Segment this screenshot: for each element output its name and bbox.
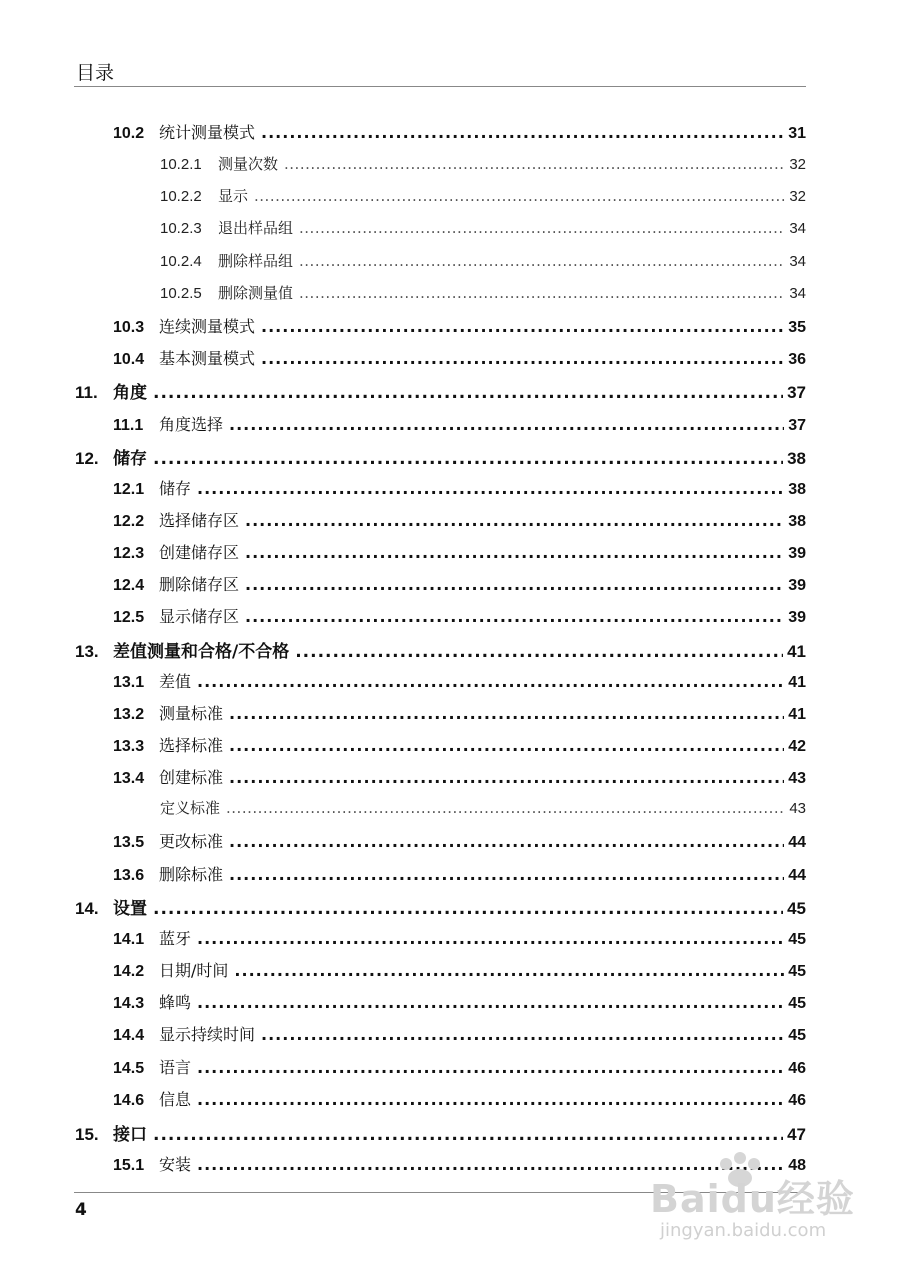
toc-entry[interactable] bbox=[0, 990, 806, 1013]
dot-leader bbox=[229, 865, 784, 884]
dot-leader bbox=[284, 155, 785, 173]
dot-leader bbox=[197, 1058, 784, 1077]
toc-entry-title: 删除储存区 bbox=[159, 575, 240, 594]
toc-entry-title: 安装 bbox=[159, 1155, 192, 1174]
dot-leader bbox=[226, 799, 785, 817]
toc-entry-title: 删除测量值 bbox=[218, 284, 294, 302]
toc-entry-title: 语言 bbox=[159, 1058, 192, 1077]
dot-leader bbox=[261, 349, 784, 368]
toc-entry-page: 45 bbox=[788, 931, 806, 948]
toc-entry-page: 39 bbox=[788, 609, 806, 626]
toc-entry-title: 统计测量模式 bbox=[159, 123, 256, 142]
toc-entry-title: 日期/时间 bbox=[159, 961, 229, 980]
dot-leader bbox=[197, 929, 784, 948]
toc-entry[interactable] bbox=[0, 733, 806, 756]
toc-entry-page: 38 bbox=[787, 449, 806, 468]
toc-entry[interactable] bbox=[0, 669, 806, 692]
dot-leader bbox=[153, 1125, 783, 1145]
toc-entry-page: 45 bbox=[788, 1027, 806, 1044]
toc-entry[interactable] bbox=[0, 346, 806, 369]
toc-entry-title: 选择储存区 bbox=[159, 511, 240, 530]
toc-entry[interactable] bbox=[0, 765, 806, 788]
toc-entry-number: 13. bbox=[75, 642, 99, 661]
toc-entry[interactable] bbox=[0, 637, 806, 662]
toc-entry-number: 10.2.3 bbox=[160, 220, 202, 237]
toc-entry-number: 14.3 bbox=[113, 995, 145, 1012]
toc-entry-page: 46 bbox=[788, 1092, 806, 1109]
toc-entry-title: 角度 bbox=[113, 383, 147, 403]
toc-entry-page: 32 bbox=[789, 156, 806, 173]
toc-entry-number: 13.5 bbox=[113, 834, 145, 851]
dot-leader bbox=[245, 543, 784, 562]
page-header-title: 目录 bbox=[76, 62, 115, 84]
toc-entry-title: 更改标准 bbox=[159, 832, 224, 851]
toc-entry[interactable] bbox=[0, 604, 806, 627]
dot-leader bbox=[245, 607, 784, 626]
dot-leader bbox=[153, 383, 783, 403]
toc-entry-title: 信息 bbox=[159, 1090, 192, 1109]
toc-entry-title: 测量标准 bbox=[159, 704, 224, 723]
toc-entry[interactable] bbox=[0, 444, 806, 469]
toc-entry-number: 10.4 bbox=[113, 351, 145, 368]
toc-entry-page: 45 bbox=[787, 899, 806, 918]
toc-entry-title: 储存 bbox=[113, 449, 147, 469]
dot-leader bbox=[254, 187, 785, 205]
toc-entry-page: 44 bbox=[788, 834, 806, 851]
toc-entry-number: 12.5 bbox=[113, 609, 145, 626]
toc-entry-number: 12.2 bbox=[113, 513, 145, 530]
toc-entry[interactable] bbox=[0, 1055, 806, 1078]
dot-leader bbox=[299, 284, 785, 302]
toc-entry-title: 基本测量模式 bbox=[159, 349, 256, 368]
toc-entry-page: 38 bbox=[788, 481, 806, 498]
toc-entry[interactable] bbox=[0, 797, 806, 818]
watermark-url: jingyan.baidu.com bbox=[660, 1220, 827, 1241]
toc-entry-page: 34 bbox=[789, 285, 806, 302]
toc-entry-page: 39 bbox=[788, 577, 806, 594]
toc-entry-page: 44 bbox=[788, 867, 806, 884]
toc-entry-number: 12.3 bbox=[113, 545, 145, 562]
toc-entry[interactable] bbox=[0, 958, 806, 981]
toc-entry-number: 14.6 bbox=[113, 1092, 145, 1109]
dot-leader bbox=[153, 899, 783, 919]
dot-leader bbox=[229, 704, 784, 723]
toc-entry-title: 差值 bbox=[159, 672, 192, 691]
toc-entry-page: 41 bbox=[787, 642, 806, 661]
toc-entry-page: 32 bbox=[789, 188, 806, 205]
toc-entry-page: 35 bbox=[788, 319, 806, 336]
toc-entry-page: 34 bbox=[789, 253, 806, 270]
toc-entry-title: 角度选择 bbox=[159, 415, 224, 434]
header-divider bbox=[74, 86, 806, 87]
toc-entry-page: 39 bbox=[788, 545, 806, 562]
toc-entry-number: 10.2 bbox=[113, 125, 145, 142]
toc-entry-page: 45 bbox=[788, 963, 806, 980]
toc-entry[interactable] bbox=[0, 412, 806, 435]
toc-entry-page: 48 bbox=[788, 1157, 806, 1174]
toc-entry[interactable] bbox=[0, 282, 806, 303]
toc-entry-title: 创建储存区 bbox=[159, 543, 240, 562]
baidu-watermark bbox=[620, 1150, 860, 1260]
dot-leader bbox=[245, 575, 784, 594]
page-number: 4 bbox=[75, 1200, 87, 1220]
toc-entry-number: 11.1 bbox=[113, 417, 144, 434]
dot-leader bbox=[197, 672, 784, 691]
toc-entry-page: 36 bbox=[788, 351, 806, 368]
toc-entry-page: 34 bbox=[789, 220, 806, 237]
dot-leader bbox=[245, 511, 784, 530]
toc-entry-number: 10.3 bbox=[113, 319, 145, 336]
dot-leader bbox=[261, 317, 784, 336]
toc-entry-title: 储存 bbox=[159, 479, 192, 498]
toc-entry-number: 14.2 bbox=[113, 963, 145, 980]
toc-entry-title: 定义标准 bbox=[160, 799, 221, 817]
toc-entry[interactable] bbox=[0, 153, 806, 174]
toc-entry-number: 10.2.5 bbox=[160, 285, 202, 302]
toc-entry-page: 46 bbox=[788, 1060, 806, 1077]
toc-entry[interactable] bbox=[0, 314, 806, 337]
dot-leader bbox=[261, 1025, 784, 1044]
toc-entry[interactable] bbox=[0, 926, 806, 949]
toc-entry-number: 15.1 bbox=[113, 1157, 145, 1174]
toc-entry-title: 差值测量和合格/不合格 bbox=[113, 642, 290, 662]
toc-entry[interactable] bbox=[0, 508, 806, 531]
toc-entry-number: 14.5 bbox=[113, 1060, 145, 1077]
toc-entry-number: 14. bbox=[75, 899, 99, 918]
dot-leader bbox=[153, 449, 783, 469]
toc-entry-page: 31 bbox=[788, 125, 806, 142]
toc-entry-title: 显示储存区 bbox=[159, 607, 240, 626]
toc-entry[interactable] bbox=[0, 1022, 806, 1045]
toc-entry-page: 42 bbox=[788, 738, 806, 755]
toc-entry-title: 设置 bbox=[113, 899, 147, 919]
toc-entry-page: 37 bbox=[787, 383, 806, 402]
toc-entry-title: 蜂鸣 bbox=[159, 993, 192, 1012]
toc-entry[interactable] bbox=[0, 540, 806, 563]
toc-entry-title: 创建标准 bbox=[159, 768, 224, 787]
dot-leader bbox=[261, 123, 784, 142]
toc-entry-number: 13.2 bbox=[113, 706, 145, 723]
toc-entry[interactable] bbox=[0, 250, 806, 271]
toc-entry-title: 删除样品组 bbox=[218, 252, 294, 270]
toc-entry-title: 连续测量模式 bbox=[159, 317, 256, 336]
toc-entry-number: 11. bbox=[75, 383, 98, 402]
dot-leader bbox=[299, 252, 785, 270]
toc-entry-number: 14.4 bbox=[113, 1027, 145, 1044]
toc-entry[interactable] bbox=[0, 1087, 806, 1110]
toc-entry-title: 退出样品组 bbox=[218, 219, 294, 237]
toc-entry-page: 41 bbox=[788, 674, 806, 691]
toc-entry[interactable] bbox=[0, 217, 806, 238]
toc-entry-number: 12. bbox=[75, 449, 99, 468]
toc-entry-title: 显示持续时间 bbox=[159, 1025, 256, 1044]
toc-entry-number: 10.2.1 bbox=[160, 156, 202, 173]
toc-entry[interactable] bbox=[0, 572, 806, 595]
toc-entry-page: 38 bbox=[788, 513, 806, 530]
toc-entry-title: 删除标准 bbox=[159, 865, 224, 884]
toc-entry-number: 13.6 bbox=[113, 867, 145, 884]
toc-entry-page: 43 bbox=[789, 800, 806, 817]
toc-entry[interactable] bbox=[0, 378, 806, 403]
toc-entry-page: 37 bbox=[788, 417, 806, 434]
toc-entry-number: 12.1 bbox=[113, 481, 145, 498]
dot-leader bbox=[197, 993, 784, 1012]
dot-leader bbox=[299, 219, 785, 237]
toc-entry-number: 14.1 bbox=[113, 931, 145, 948]
toc-entry[interactable] bbox=[0, 120, 806, 143]
dot-leader bbox=[234, 961, 784, 980]
dot-leader bbox=[229, 832, 784, 851]
dot-leader bbox=[229, 768, 784, 787]
dot-leader bbox=[197, 1090, 784, 1109]
dot-leader bbox=[295, 642, 783, 662]
dot-leader bbox=[197, 479, 784, 498]
toc-entry[interactable] bbox=[0, 1120, 806, 1145]
toc-entry-page: 47 bbox=[787, 1125, 806, 1144]
toc-entry-title: 接口 bbox=[113, 1125, 147, 1145]
toc-entry[interactable] bbox=[0, 185, 806, 206]
toc-entry-number: 15. bbox=[75, 1125, 99, 1144]
toc-entry-number: 13.3 bbox=[113, 738, 145, 755]
toc-entry-title: 显示 bbox=[218, 187, 249, 205]
toc-entry[interactable] bbox=[0, 862, 806, 885]
toc-entry-number: 13.1 bbox=[113, 674, 145, 691]
toc-entry-number: 13.4 bbox=[113, 770, 145, 787]
toc-entry-number: 12.4 bbox=[113, 577, 145, 594]
toc-entry-page: 45 bbox=[788, 995, 806, 1012]
toc-entry-number: 10.2.4 bbox=[160, 253, 202, 270]
toc-entry[interactable] bbox=[0, 894, 806, 919]
dot-leader bbox=[229, 415, 784, 434]
toc-entry[interactable] bbox=[0, 829, 806, 852]
toc-entry-number: 10.2.2 bbox=[160, 188, 202, 205]
toc-entry-title: 蓝牙 bbox=[159, 929, 192, 948]
toc-entry-title: 选择标准 bbox=[159, 736, 224, 755]
watermark-brand: Baidu经验 bbox=[650, 1177, 855, 1221]
toc-entry[interactable] bbox=[0, 701, 806, 724]
toc-entry-page: 41 bbox=[788, 706, 806, 723]
toc-entry-page: 43 bbox=[788, 770, 806, 787]
toc-entry-title: 测量次数 bbox=[218, 155, 279, 173]
dot-leader bbox=[229, 736, 784, 755]
toc-entry[interactable] bbox=[0, 476, 806, 499]
